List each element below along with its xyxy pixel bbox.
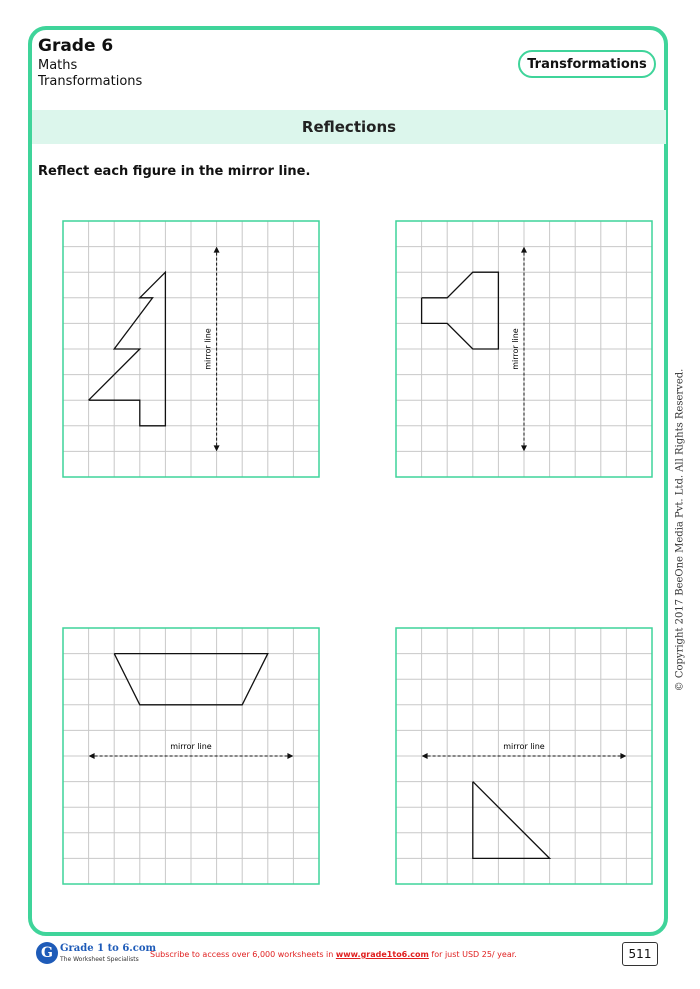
problem-grid-3 [62,627,320,885]
topic-label: Transformations [38,74,143,89]
section-title: Reflections [32,110,666,144]
figure-shape [422,272,499,349]
subscribe-before: Subscribe to access over 6,000 worksheets in [150,950,336,959]
problem-grid-1 [62,220,320,478]
mirror-line-label: mirror line [503,742,545,751]
subscribe-text [150,950,517,959]
figure-shape [473,782,550,859]
subject-label: Maths [38,58,78,73]
problem-grid-4 [395,627,653,885]
mirror-line-label: mirror line [203,328,213,370]
mirror-line-label: mirror line [170,742,212,751]
grade-heading: Grade 6 [38,36,114,56]
topic-pill: Transformations [518,50,656,78]
logo-name: Grade 1 to 6.com [60,943,157,954]
logo-tagline: The Worksheet Specialists [60,956,139,963]
subject-block [38,58,142,90]
page-number: 511 [622,942,658,966]
subscribe-link[interactable]: www.grade1to6.com [335,950,429,959]
problem-grid-2 [395,220,653,478]
logo-mark-icon: G [36,942,58,964]
subscribe-after: for just USD 25/ year. [428,950,517,959]
mirror-line-label: mirror line [511,328,520,370]
instruction-text: Reflect each figure in the mirror line. [38,164,311,179]
copyright-notice: © Copyright 2017 BeeOne Media Pvt. Ltd. All Rights Reserved. [674,368,686,692]
site-logo[interactable] [36,942,157,968]
